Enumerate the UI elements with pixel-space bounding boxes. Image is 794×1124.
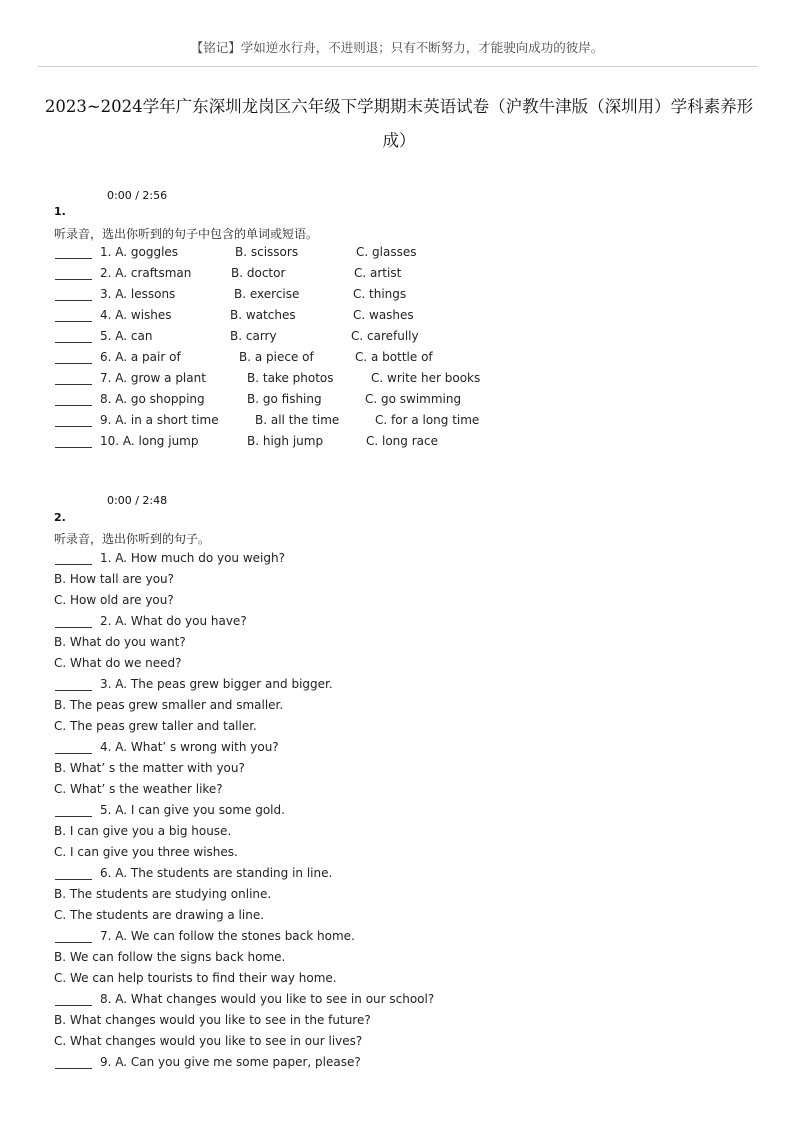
option-b: B. a piece of <box>239 350 314 364</box>
option-a: 6. A. The students are standing in line. <box>100 866 333 880</box>
answer-blank[interactable] <box>55 246 92 259</box>
option-b: B. take photos <box>247 371 334 385</box>
q2-item-6-c: C. The students are drawing a line. <box>54 908 265 922</box>
option-c: C. long race <box>366 434 438 448</box>
answer-blank[interactable] <box>55 330 92 343</box>
option-b: B. all the time <box>255 413 340 427</box>
answer-blank[interactable] <box>55 309 92 322</box>
answer-blank[interactable] <box>55 1056 92 1069</box>
q2-item-5-b: B. I can give you a big house. <box>54 824 232 838</box>
option-c: C. for a long time <box>375 413 480 427</box>
title-line-2: 成） <box>382 131 416 150</box>
option-a: 3. A. lessons <box>100 287 176 301</box>
option-c: C. go swimming <box>365 392 462 406</box>
option-c: C. things <box>353 287 407 301</box>
answer-blank[interactable] <box>55 678 92 691</box>
q2-audio-player[interactable]: 0:00 / 2:48 <box>107 494 168 507</box>
option-c: C. write her books <box>371 371 481 385</box>
option-a: 3. A. The peas grew bigger and bigger. <box>100 677 333 691</box>
q1-audio-player[interactable]: 0:00 / 2:56 <box>107 189 168 202</box>
answer-blank[interactable] <box>55 351 92 364</box>
option-c: C. a bottle of <box>355 350 433 364</box>
answer-blank[interactable] <box>55 741 92 754</box>
answer-blank[interactable] <box>55 867 92 880</box>
option-c: C. carefully <box>351 329 419 343</box>
q2-item-5-c: C. I can give you three wishes. <box>54 845 238 859</box>
q2-item-4-b: B. What’ s the matter with you? <box>54 761 245 775</box>
option-b: B. watches <box>230 308 296 322</box>
option-a: 9. A. Can you give me some paper, please? <box>100 1055 361 1069</box>
answer-blank[interactable] <box>55 414 92 427</box>
option-a: 2. A. craftsman <box>100 266 192 280</box>
option-c: C. artist <box>354 266 402 280</box>
q2-number: 2. <box>54 511 66 524</box>
option-a: 9. A. in a short time <box>100 413 219 427</box>
answer-blank[interactable] <box>55 372 92 385</box>
q2-item-6-b: B. The students are studying online. <box>54 887 272 901</box>
option-a: 2. A. What do you have? <box>100 614 247 628</box>
q2-item-1-b: B. How tall are you? <box>54 572 175 586</box>
option-a: 10. A. long jump <box>100 434 199 448</box>
option-b: B. exercise <box>234 287 300 301</box>
answer-blank[interactable] <box>55 267 92 280</box>
answer-blank[interactable] <box>55 804 92 817</box>
q2-item-8-c: C. What changes would you like to see in our lives? <box>54 1034 363 1048</box>
option-a: 1. A. How much do you weigh? <box>100 551 285 565</box>
q2-instruction: 听录音，选出你听到的句子。 <box>54 532 211 546</box>
option-a: 8. A. What changes would you like to see in our school? <box>100 992 435 1006</box>
q2-item-3-c: C. The peas grew taller and taller. <box>54 719 257 733</box>
option-a: 5. A. I can give you some gold. <box>100 803 285 817</box>
option-b: B. carry <box>230 329 277 343</box>
answer-blank[interactable] <box>55 552 92 565</box>
q2-item-1-c: C. How old are you? <box>54 593 174 607</box>
q1-number: 1. <box>54 205 66 218</box>
page-title <box>44 90 754 158</box>
title-line-1: 2023~2024学年广东深圳龙岗区六年级下学期期末英语试卷（沪教牛津版（深圳用）学科素养形 <box>44 97 754 116</box>
answer-blank[interactable] <box>55 288 92 301</box>
option-a: 4. A. wishes <box>100 308 172 322</box>
q2-item-2-b: B. What do you want? <box>54 635 186 649</box>
header-divider <box>38 66 758 67</box>
option-a: 7. A. We can follow the stones back home. <box>100 929 355 943</box>
motto-header: 【铭记】学如逆水行舟，不进则退；只有不断努力，才能驶向成功的彼岸。 <box>190 40 604 55</box>
answer-blank[interactable] <box>55 930 92 943</box>
option-a: 7. A. grow a plant <box>100 371 206 385</box>
answer-blank[interactable] <box>55 993 92 1006</box>
q2-item-7-c: C. We can help tourists to find their way home. <box>54 971 337 985</box>
q2-item-4-c: C. What’ s the weather like? <box>54 782 223 796</box>
answer-blank[interactable] <box>55 435 92 448</box>
q1-instruction: 听录音，选出你听到的句子中包含的单词或短语。 <box>54 227 319 241</box>
q2-item-2-c: C. What do we need? <box>54 656 182 670</box>
option-a: 5. A. can <box>100 329 153 343</box>
option-b: B. high jump <box>247 434 324 448</box>
q2-item-7-b: B. We can follow the signs back home. <box>54 950 286 964</box>
option-b: B. doctor <box>231 266 286 280</box>
option-a: 4. A. What’ s wrong with you? <box>100 740 279 754</box>
option-a: 8. A. go shopping <box>100 392 205 406</box>
option-c: C. glasses <box>356 245 417 259</box>
option-a: 1. A. goggles <box>100 245 179 259</box>
answer-blank[interactable] <box>55 615 92 628</box>
q2-item-8-b: B. What changes would you like to see in the future? <box>54 1013 371 1027</box>
q2-item-3-b: B. The peas grew smaller and smaller. <box>54 698 284 712</box>
option-a: 6. A. a pair of <box>100 350 181 364</box>
option-b: B. scissors <box>235 245 299 259</box>
option-c: C. washes <box>353 308 414 322</box>
answer-blank[interactable] <box>55 393 92 406</box>
option-b: B. go fishing <box>247 392 322 406</box>
